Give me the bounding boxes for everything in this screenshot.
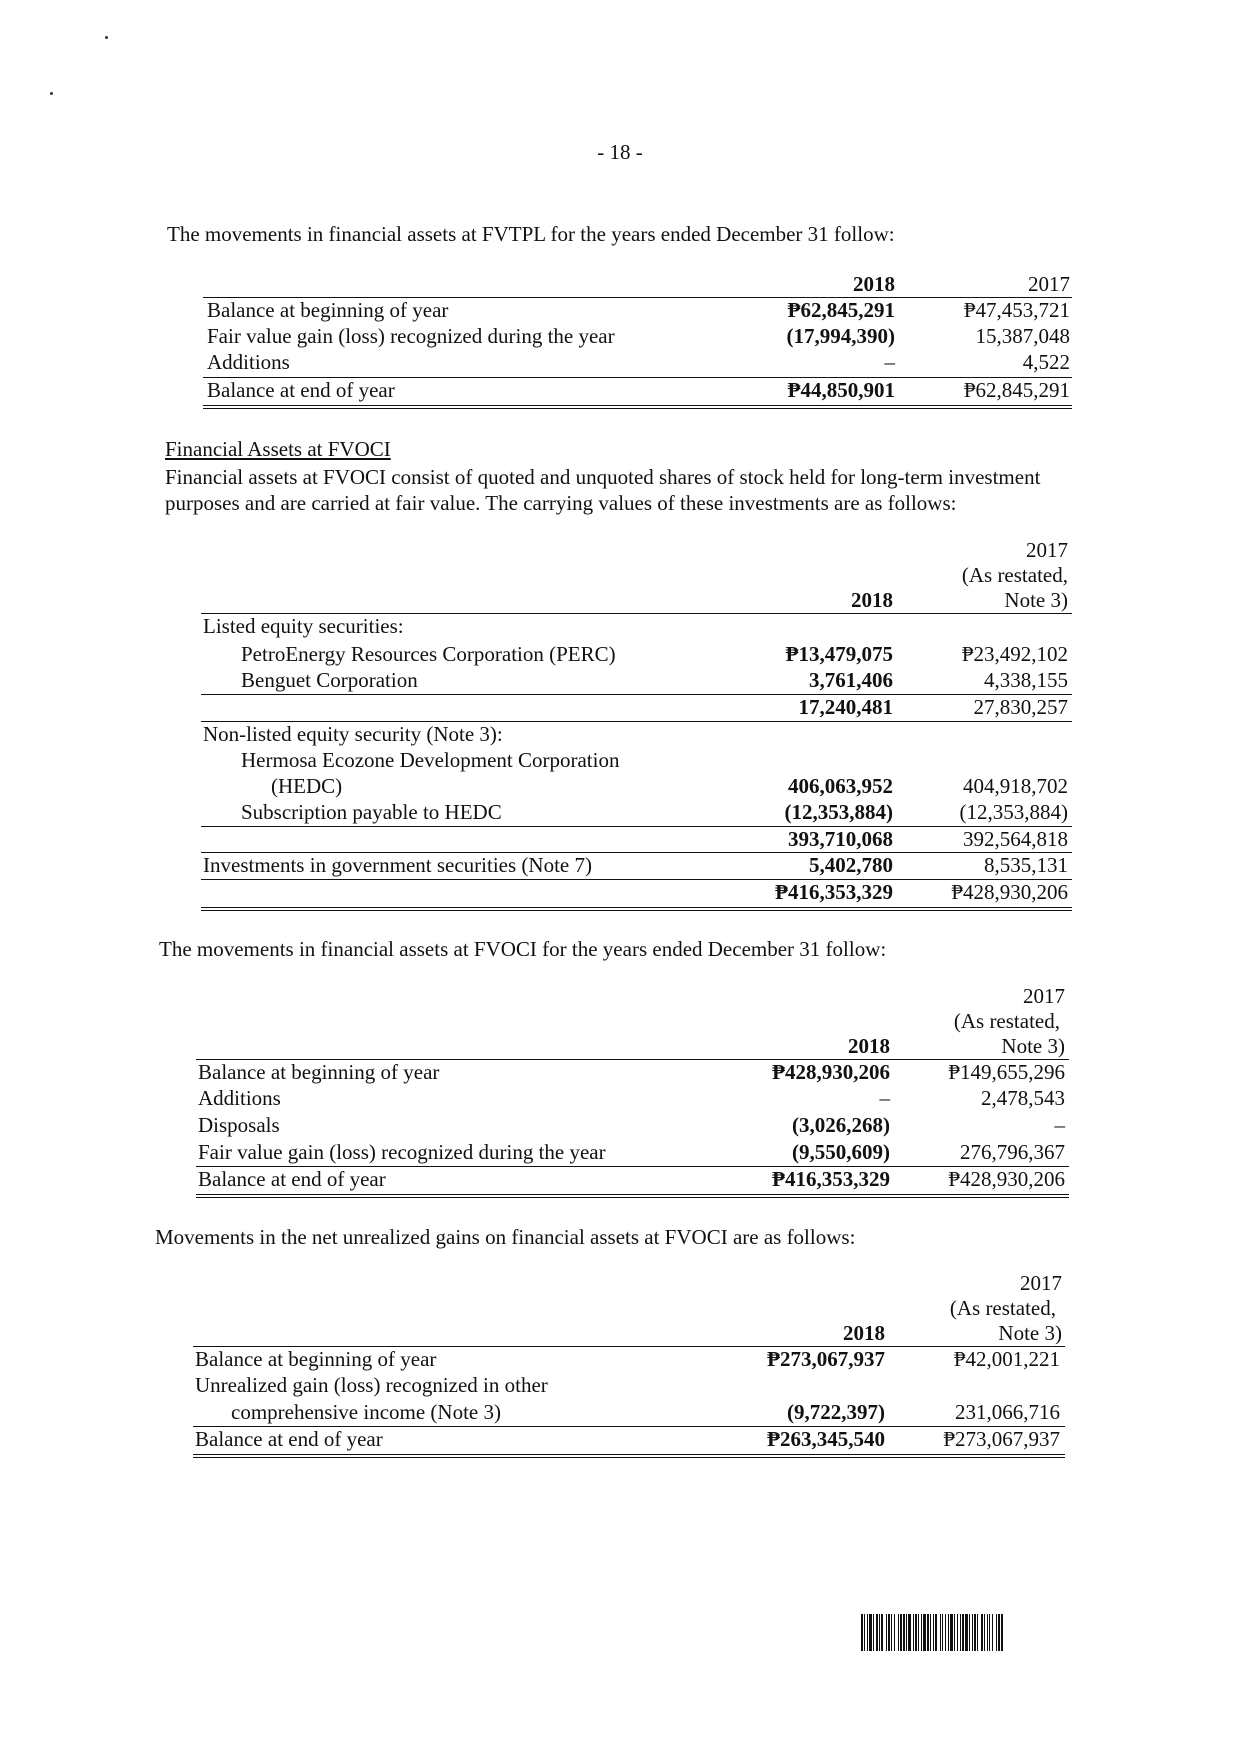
fvtpl-row-fair-value xyxy=(0,323,1240,349)
barcode-bar xyxy=(933,1614,934,1651)
fvoci-mov-col-2018: 2018 xyxy=(848,1034,890,1058)
value-2018: ₱44,850,901 xyxy=(787,378,895,402)
scan-mark xyxy=(105,36,108,39)
barcode-bar xyxy=(908,1614,911,1651)
value-2018: – xyxy=(884,350,895,374)
fvoci-mov-row-disposals xyxy=(0,1112,1240,1138)
value-2018: (12,353,884) xyxy=(784,800,893,824)
unrealized-row-beginning xyxy=(0,1346,1240,1372)
barcode xyxy=(861,1614,1105,1651)
unrealized-row-ending xyxy=(0,1426,1240,1452)
barcode-bar xyxy=(876,1614,878,1651)
barcode-bar xyxy=(903,1614,905,1651)
barcode-bar xyxy=(861,1614,863,1651)
barcode-bar xyxy=(869,1614,872,1651)
fvoci-row-govt xyxy=(0,852,1240,878)
value-2017: 404,918,702 xyxy=(963,774,1068,798)
value-2018: ₱62,845,291 xyxy=(787,298,895,322)
fvoci-para-line1: Financial assets at FVOCI consist of quoted and unquoted shares of stock held for long-term investment xyxy=(165,465,1041,489)
row-label: Investments in government securities (Note 7) xyxy=(203,853,592,877)
fvoci-row-subscription xyxy=(0,799,1240,825)
barcode-bar xyxy=(918,1614,919,1651)
value-2018: (17,994,390) xyxy=(786,324,895,348)
value-2018: – xyxy=(879,1086,890,1110)
fvoci-hedc-line1 xyxy=(0,747,1240,773)
fvoci-movements-intro: The movements in financial assets at FVOCI for the years ended December 31 follow: xyxy=(159,937,887,961)
barcode-bar xyxy=(888,1614,890,1651)
row-label: Balance at end of year xyxy=(198,1167,386,1191)
barcode-bar xyxy=(977,1614,978,1651)
fvtpl-col-2017: 2017 xyxy=(1028,272,1070,296)
row-label: Fair value gain (loss) recognized during the year xyxy=(198,1140,606,1164)
fvoci-col-2017: 2017 xyxy=(1026,538,1068,562)
fvtpl-row-additions xyxy=(0,349,1240,375)
value-2017: ₱428,930,206 xyxy=(948,1167,1065,1191)
unrealized-intro: Movements in the net unrealized gains on financial assets at FVOCI are as follows: xyxy=(155,1225,856,1249)
row-label: Balance at beginning of year xyxy=(207,298,449,322)
unrealized-col-2018: 2018 xyxy=(843,1321,885,1345)
value-2017: 276,796,367 xyxy=(960,1140,1065,1164)
value-2018: 5,402,780 xyxy=(809,853,893,877)
barcode-bar xyxy=(915,1614,917,1651)
value-2018: ₱416,353,329 xyxy=(772,1167,890,1191)
barcode-bar xyxy=(945,1614,946,1651)
barcode-bar xyxy=(886,1614,887,1651)
fvoci-mov-col-restated: (As restated, xyxy=(953,1009,1060,1033)
row-label: Listed equity securities: xyxy=(203,614,404,638)
fvoci-mov-row-beginning xyxy=(0,1059,1240,1085)
fvoci-listed-subtotal xyxy=(0,694,1240,720)
value-2018: 393,710,068 xyxy=(788,827,893,851)
fvoci-mov-row-fair-value xyxy=(0,1139,1240,1165)
barcode-bar xyxy=(998,1614,1000,1651)
barcode-bar xyxy=(981,1614,983,1651)
page-number: - 18 - xyxy=(597,140,643,164)
value-2017: 15,387,048 xyxy=(975,324,1070,348)
barcode-bar xyxy=(906,1614,907,1651)
barcode-bar xyxy=(879,1614,880,1651)
fvoci-mov-col-2017: 2017 xyxy=(1023,984,1065,1008)
fvoci-row-perc xyxy=(0,641,1240,667)
barcode-bar xyxy=(974,1614,976,1651)
barcode-bar xyxy=(960,1614,961,1651)
fvoci-section-title: Financial Assets at FVOCI xyxy=(165,437,391,461)
value-2017: ₱47,453,721 xyxy=(963,298,1070,322)
fvtpl-intro: The movements in financial assets at FVTPL for the years ended December 31 follow: xyxy=(167,222,895,246)
value-2017: ₱42,001,221 xyxy=(953,1347,1060,1371)
scan-mark xyxy=(50,92,53,95)
fvtpl-row-beginning xyxy=(0,297,1240,323)
barcode-bar xyxy=(891,1614,892,1651)
fvoci-col-2018: 2018 xyxy=(851,588,893,612)
fvoci-mov-row-additions xyxy=(0,1085,1240,1111)
barcode-bar xyxy=(913,1614,914,1651)
value-2017: 392,564,818 xyxy=(963,827,1068,851)
barcode-bar xyxy=(972,1614,973,1651)
value-2018: ₱416,353,329 xyxy=(775,880,893,904)
fvoci-nonlisted-subtotal xyxy=(0,826,1240,852)
row-label: Balance at beginning of year xyxy=(195,1347,437,1371)
unrealized-col-restated: (As restated, xyxy=(949,1296,1056,1320)
unrealized-col-2017: 2017 xyxy=(1020,1271,1062,1295)
row-label: Balance at beginning of year xyxy=(198,1060,440,1084)
row-label: Subscription payable to HEDC xyxy=(241,800,502,824)
barcode-bar xyxy=(942,1614,943,1651)
value-2018: ₱428,930,206 xyxy=(772,1060,890,1084)
barcode-bar xyxy=(921,1614,922,1651)
fvtpl-total-double-rule xyxy=(203,405,1072,409)
fvoci-mov-total-double-rule xyxy=(196,1194,1069,1198)
value-2018: 3,761,406 xyxy=(809,668,893,692)
row-label: Benguet Corporation xyxy=(241,668,418,692)
row-label: Disposals xyxy=(198,1113,280,1137)
fvoci-listed-heading xyxy=(0,613,1240,639)
fvoci-col-note: Note 3) xyxy=(1004,588,1068,612)
barcode-bar xyxy=(984,1614,985,1651)
value-2017: ₱273,067,937 xyxy=(943,1427,1060,1451)
row-label: Non-listed equity security (Note 3): xyxy=(203,722,503,746)
fvoci-mov-col-note: Note 3) xyxy=(1001,1034,1065,1058)
row-label: Fair value gain (loss) recognized during the year xyxy=(207,324,615,348)
unrealized-line1 xyxy=(0,1372,1240,1398)
row-label: PetroEnergy Resources Corporation (PERC) xyxy=(241,642,616,666)
barcode-bar xyxy=(900,1614,902,1651)
value-2018: (9,722,397) xyxy=(787,1400,885,1424)
unrealized-col-note: Note 3) xyxy=(998,1321,1062,1345)
fvoci-para-line2: purposes and are carried at fair value. The carrying values of these investments are as follows: xyxy=(165,491,957,515)
value-2018: (3,026,268) xyxy=(792,1113,890,1137)
value-2017: ₱23,492,102 xyxy=(961,642,1068,666)
fvoci-row-benguet xyxy=(0,667,1240,693)
barcode-bar xyxy=(965,1614,968,1651)
value-2018: 406,063,952 xyxy=(788,774,893,798)
value-2017: 2,478,543 xyxy=(981,1086,1065,1110)
unrealized-total-double-rule xyxy=(193,1454,1065,1458)
barcode-bar xyxy=(1001,1614,1003,1651)
barcode-bar xyxy=(969,1614,970,1651)
value-2017: (12,353,884) xyxy=(959,800,1068,824)
row-label: Unrealized gain (loss) recognized in other xyxy=(195,1373,548,1397)
value-2018: (9,550,609) xyxy=(792,1140,890,1164)
barcode-bar xyxy=(987,1614,988,1651)
barcode-bar xyxy=(930,1614,931,1651)
value-2017: ₱149,655,296 xyxy=(948,1060,1065,1084)
value-2017: 231,066,716 xyxy=(955,1400,1060,1424)
value-2017: 8,535,131 xyxy=(984,853,1068,877)
value-2017: ₱428,930,206 xyxy=(951,880,1068,904)
barcode-bar xyxy=(962,1614,964,1651)
fvoci-col-restated: (As restated, xyxy=(961,563,1068,587)
row-label: comprehensive income (Note 3) xyxy=(231,1400,501,1424)
fvoci-row-hedc xyxy=(0,773,1240,799)
barcode-bar xyxy=(954,1614,955,1651)
value-2018: 17,240,481 xyxy=(798,695,893,719)
fvoci-nonlisted-heading xyxy=(0,721,1240,747)
barcode-bar xyxy=(898,1614,899,1651)
barcode-bar xyxy=(957,1614,958,1651)
barcode-bar xyxy=(873,1614,874,1651)
value-2017: ₱62,845,291 xyxy=(963,378,1070,402)
row-label: Additions xyxy=(198,1086,281,1110)
barcode-bar xyxy=(894,1614,895,1651)
barcode-bar xyxy=(989,1614,990,1651)
barcode-bar xyxy=(923,1614,926,1651)
barcode-bar xyxy=(881,1614,883,1651)
row-label: Additions xyxy=(207,350,290,374)
barcode-bar xyxy=(867,1614,868,1651)
barcode-bar xyxy=(927,1614,929,1651)
row-label: Balance at end of year xyxy=(195,1427,383,1451)
value-2017: 4,522 xyxy=(1022,350,1070,374)
row-label: Balance at end of year xyxy=(207,378,395,402)
barcode-bar xyxy=(996,1614,997,1651)
value-2018: ₱13,479,075 xyxy=(785,642,893,666)
fvoci-mov-row-ending xyxy=(0,1166,1240,1192)
value-2017: – xyxy=(1054,1113,1065,1137)
fvoci-total xyxy=(0,879,1240,905)
barcode-bar xyxy=(992,1614,993,1651)
barcode-bar xyxy=(940,1614,941,1651)
value-2018: ₱273,067,937 xyxy=(767,1347,885,1371)
barcode-bar xyxy=(948,1614,949,1651)
barcode-bar xyxy=(950,1614,953,1651)
value-2018: ₱263,345,540 xyxy=(767,1427,885,1451)
barcode-bar xyxy=(864,1614,865,1651)
fvtpl-row-ending xyxy=(0,377,1240,403)
barcode-bar xyxy=(935,1614,937,1651)
fvtpl-col-2018: 2018 xyxy=(853,272,895,296)
value-2017: 4,338,155 xyxy=(984,668,1068,692)
unrealized-row-oci xyxy=(0,1399,1240,1425)
fvoci-total-double-rule xyxy=(201,907,1072,911)
row-label: Hermosa Ecozone Development Corporation xyxy=(241,748,620,772)
value-2017: 27,830,257 xyxy=(973,695,1068,719)
row-label: (HEDC) xyxy=(271,774,343,798)
